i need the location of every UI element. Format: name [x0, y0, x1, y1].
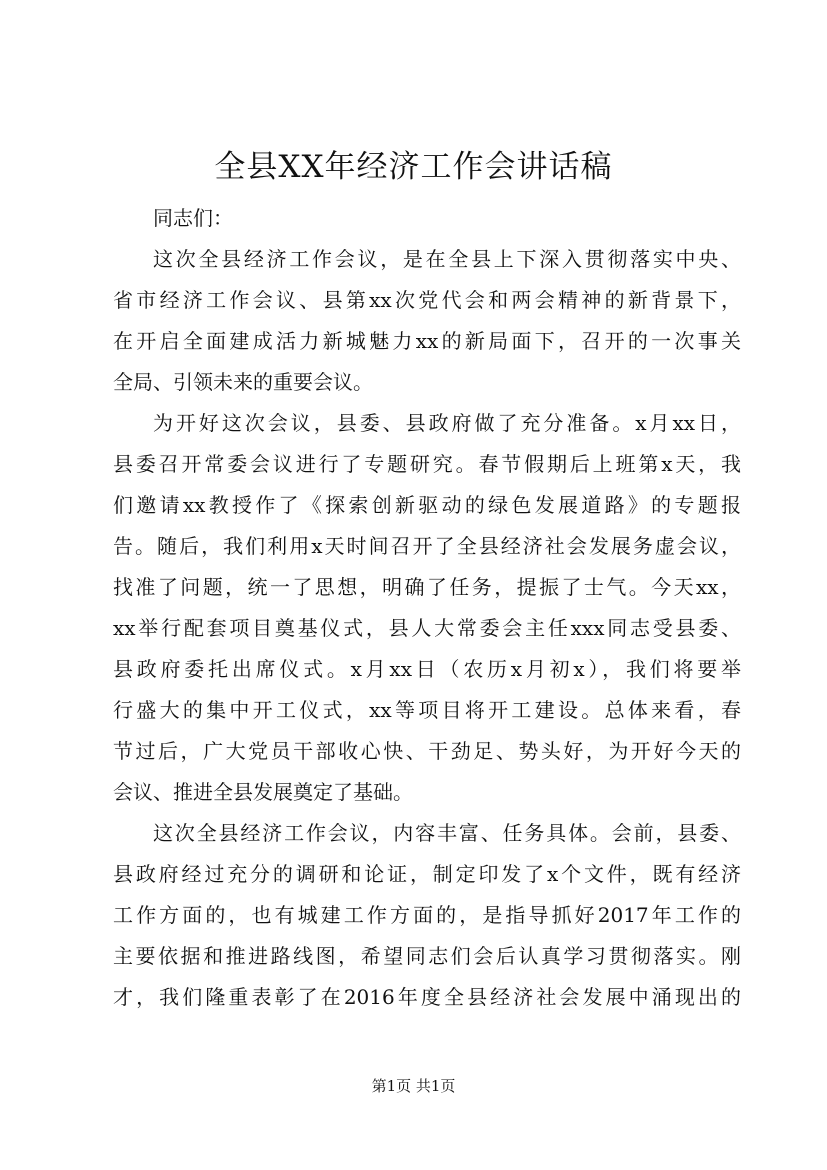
paragraph-line: 会议、推进全县发展奠定了基础。 [113, 780, 413, 804]
paragraph [113, 403, 741, 813]
paragraph [113, 813, 741, 1018]
paragraph-line: 县政府委托出席仪式。x月xx日（农历x月初x），我们将要举 [113, 657, 741, 681]
paragraph-line: 主要依据和推进路线图，希望同志们会后认真学习贯彻落实。刚 [113, 944, 741, 968]
paragraph-line: 节过后，广大党员干部收心快、干劲足、势头好，为开好今天的 [113, 739, 741, 763]
paragraph-line: 告。随后，我们利用x天时间召开了全县经济社会发展务虚会议， [113, 534, 741, 558]
document-body [113, 198, 741, 1018]
paragraph-line: xx举行配套项目奠基仪式，县人大常委会主任xxx同志受县委、 [113, 616, 741, 640]
paragraph-line: 在开启全面建成活力新城魅力xx的新局面下，召开的一次事关 [113, 329, 741, 353]
paragraph-line: 县政府经过充分的调研和论证，制定印发了x个文件，既有经济 [113, 862, 741, 886]
document-title: 全县XX年经济工作会讲话稿 [214, 149, 613, 185]
paragraph-line: 找准了问题，统一了思想，明确了任务，提振了士气。今天xx， [113, 575, 741, 599]
salutation: 同志们： [153, 206, 233, 230]
paragraph-line: 县委召开常委会议进行了专题研究。春节假期后上班第x天，我 [113, 452, 741, 476]
paragraph-line: 省市经济工作会议、县第xx次党代会和两会精神的新背景下， [113, 288, 741, 312]
paragraph-line: 工作方面的，也有城建工作方面的，是指导抓好2017年工作的 [113, 903, 741, 927]
paragraph-line: 们邀请xx教授作了《探索创新驱动的绿色发展道路》的专题报 [113, 493, 741, 517]
page-footer: 第1页 共1页 [371, 1077, 456, 1095]
paragraph-line: 这次全县经济工作会议，内容丰富、任务具体。会前，县委、 [153, 821, 741, 845]
paragraph-line: 这次全县经济工作会议，是在全县上下深入贯彻落实中央、 [153, 247, 741, 271]
paragraph-line: 才，我们隆重表彰了在2016年度全县经济社会发展中涌现出的 [113, 985, 741, 1009]
paragraph [113, 239, 741, 403]
paragraph-line: 全局、引领未来的重要会议。 [113, 370, 373, 394]
paragraph-line: 行盛大的集中开工仪式，xx等项目将开工建设。总体来看，春 [113, 698, 741, 722]
paragraph-line: 为开好这次会议，县委、县政府做了充分准备。x月xx日， [153, 411, 741, 435]
